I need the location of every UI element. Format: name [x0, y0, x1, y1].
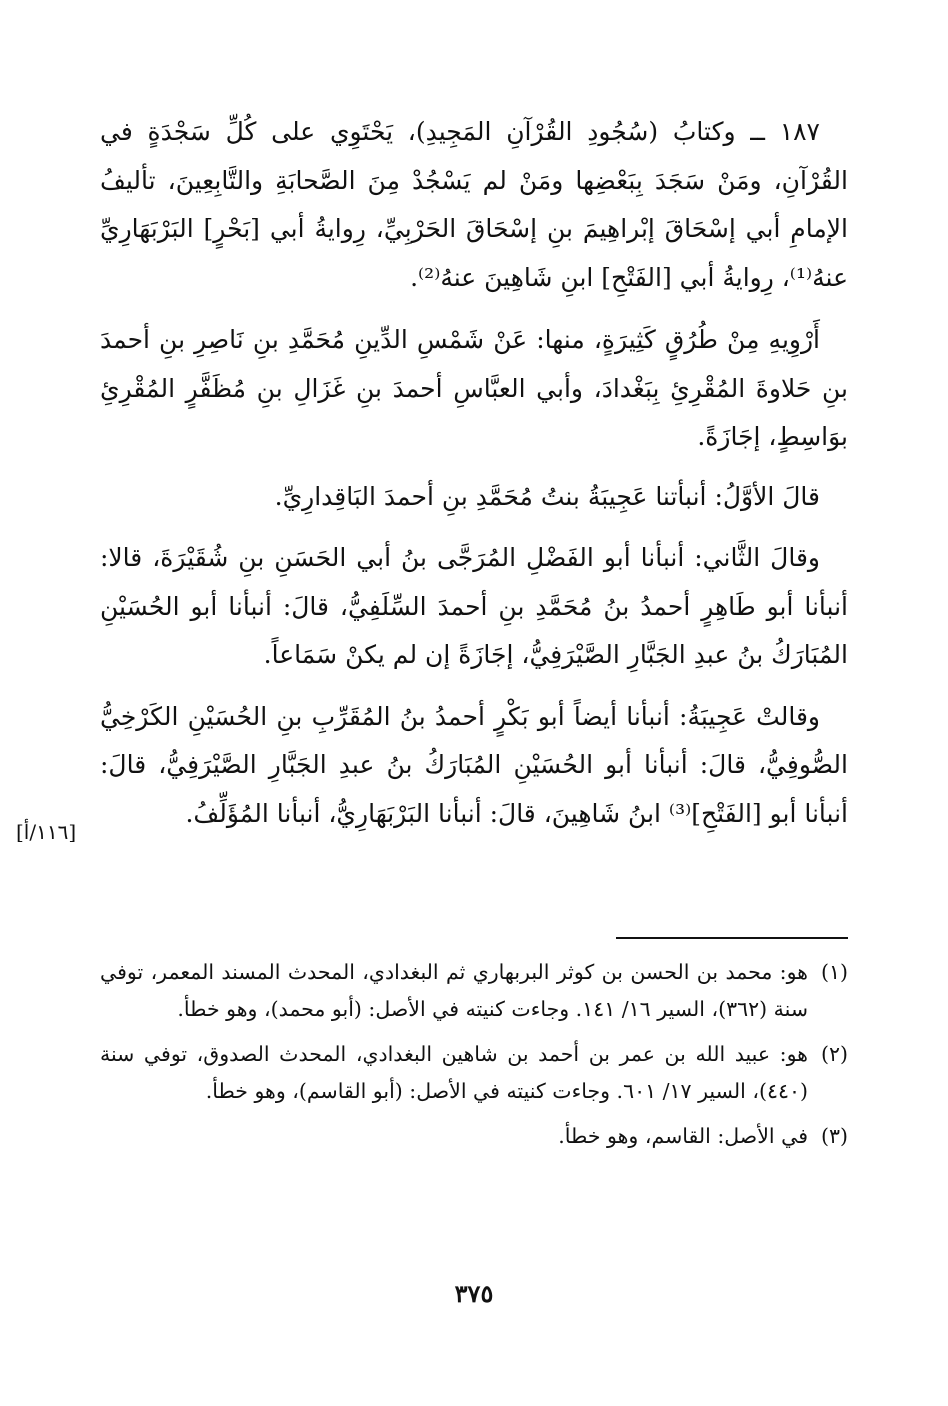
footnote-number: (٣) — [820, 1124, 848, 1148]
narration-paragraph-second: وقالَ الثَّاني: أنبأنا أبو الفَضْلِ المُرَجَّى بنُ أبي الحَسَنِ بنِ شُقَيْرَةَ، قالا: أنبأنا أبو طَاهِرٍ أحمدُ بنُ مُحَمَّدِ بنِ أحمدَ السِّلَفِيُّ، قالَ: أنبأنا أبو الحُسَيْنِ المُبَارَكُ بنُ عبدِ الجَبَّارِ الصَّيْرَفِيُّ، إجَازَةً إن لم يكنْ سَمَاعاً. — [100, 543, 848, 669]
footnote-divider — [616, 937, 848, 939]
footnote — [100, 954, 848, 1027]
manuscript-folio-reference: [١١٦/أ] — [16, 820, 77, 844]
page-number: ٣٧٥ — [454, 1279, 494, 1308]
footnote-number: (٢) — [820, 1042, 848, 1066]
footnote — [100, 1036, 848, 1109]
footnote-text: في الأصل: القاسم، وهو خطأ. — [558, 1124, 808, 1148]
footnote-text: هو: محمد بن الحسن بن كوثر البربهاري ثم البغدادي، المحدث المسند المعمر، توفي سنة (٣٦٢)، السير ١٦/ ١٤١. وجاءت كنيته في الأصل: (أبو محمد)، وهو خطأ. — [100, 960, 808, 1021]
footnote-number: (١) — [820, 960, 848, 984]
footnote-text: هو: عبيد الله بن عمر بن أحمد بن شاهين البغدادي، المحدث الصدوق، توفي سنة (٤٤٠)، السير ١٧/ ٦٠١. وجاءت كنيته في الأصل: (أبو القاسم)، وهو خطأ. — [100, 1042, 808, 1103]
chain-paragraph: أَرْوِيهِ مِنْ طُرُقٍ كَثِيرَةٍ، منها: عَنْ شَمْسِ الدِّينِ مُحَمَّدِ بنِ نَاصِرِ بنِ أحمدَ بنِ حَلاوةَ المُقْرِئِ بِبَغْدادَ، وأبي العبَّاسِ أحمدَ بنِ غَزَالِ بنِ مُظَفَّرٍ المُقْرِئِ بوَاسِطٍ، إجَازَةً. — [100, 325, 848, 451]
narration-paragraph-first: قالَ الأوَّلُ: أنبأتنا عَجِيبَةُ بنتُ مُحَمَّدِ بنِ أحمدَ البَاقِدارِيِّ. — [274, 481, 820, 511]
entry-paragraph: ١٨٧ ــ وكتابُ (سُجُودِ القُرْآنِ المَجِيدِ)، يَحْتَوِي على كُلِّ سَجْدَةٍ في القُرْآنِ، ومَنْ سَجَدَ بِبَعْضِها ومَنْ لم يَسْجُدْ مِنَ الصَّحابَةِ والتَّابِعِينَ، تأليفُ الإمامِ أبي إسْحَاقَ إبْراهِيمَ بنِ إسْحَاقَ الحَرْبِيِّ، رِوايةُ أبي [بَحْرٍ] البَرْبَهَارِيِّ عنهُ⁽¹⁾، رِوايةُ أبي [الفَتْحِ] ابنِ شَاهِينَ عنهُ⁽²⁾. — [100, 117, 848, 292]
main-text — [100, 108, 848, 838]
footnotes — [100, 954, 848, 1164]
narration-paragraph-third: وقالتْ عَجِيبَةُ: أنبأنا أيضاً أبو بَكْرٍ أحمدُ بنُ المُقَرِّبِ بنِ الحُسَيْنِ الكَرْخِيُّ الصُّوفِيُّ، قالَ: أنبأنا أبو الحُسَيْنِ المُبَارَكُ بنُ عبدِ الجَبَّارِ الصَّيْرَفِيُّ، قالَ: أنبأنا أبو [الفَتْحِ]⁽³⁾ ابنُ شَاهِينَ، قالَ: أنبأنا البَرْبَهَارِيُّ، أنبأنا المُؤَلِّفُ. — [100, 701, 848, 828]
footnote — [100, 1118, 848, 1155]
